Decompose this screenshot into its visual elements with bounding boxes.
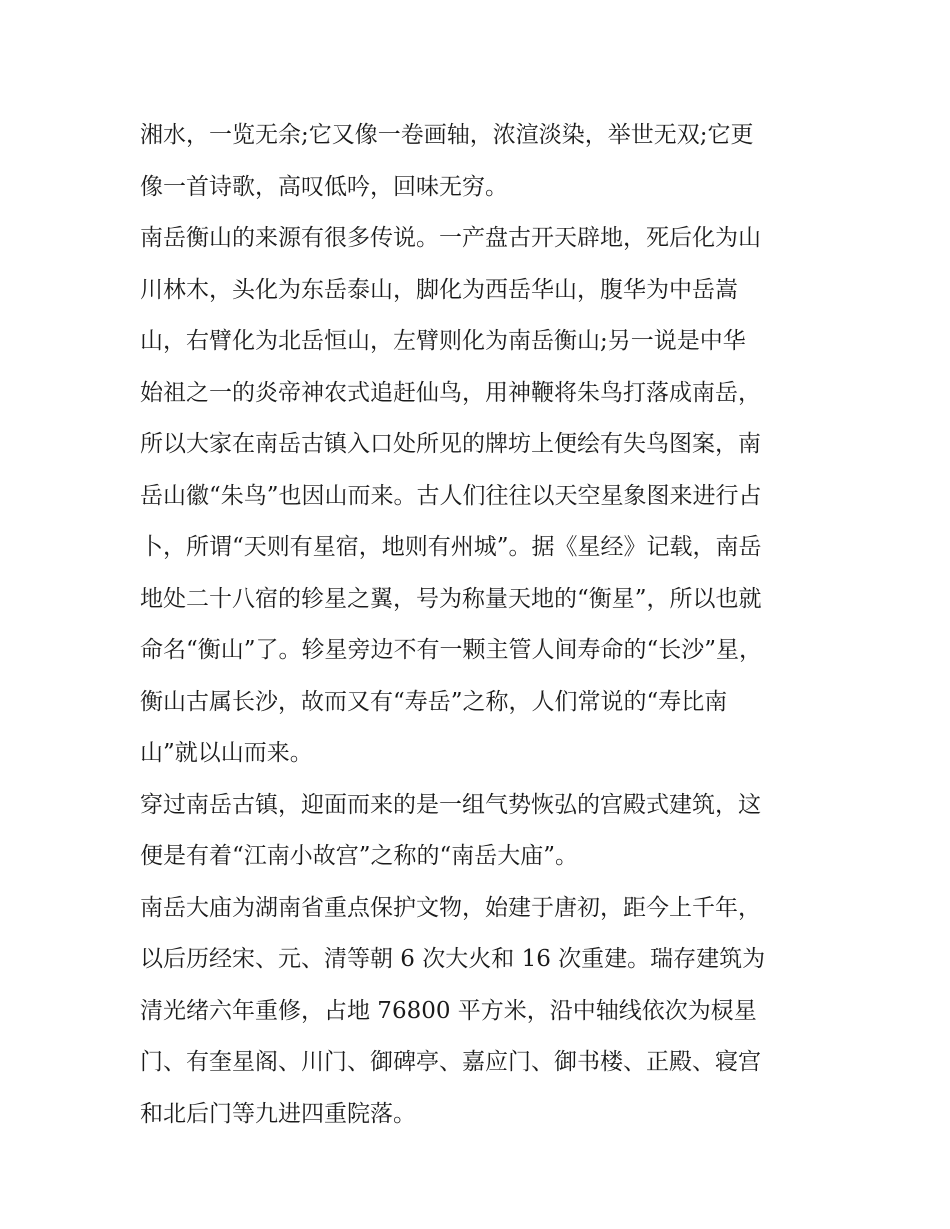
- text-line: 卜，所谓“天则有星宿，地则有州城”。据《星经》记载，南岳: [140, 534, 762, 560]
- text-line: 像一首诗歌，高叹低吟，回味无穷。: [140, 173, 508, 200]
- text-line: 和北后门等九进四重院落。: [140, 1100, 416, 1127]
- text-line: 以后历经宋、元、清等朝 6 次大火和 16 次重建。瑞存建筑为: [140, 946, 766, 972]
- text-line: 始祖之一的炎帝神农式追赶仙鸟，用神鞭将朱鸟打落成南岳，: [140, 379, 761, 406]
- text-line: 所以大家在南岳古镇入口处所见的牌坊上便绘有失鸟图案，南: [140, 431, 761, 457]
- text-line: 衡山古属长沙，故而又有“寿岳”之称，人们常说的“寿比南: [140, 688, 728, 715]
- text-line: 地处二十八宿的轸星之翼，号为称量天地的“衡星”，所以也就: [140, 585, 762, 612]
- text-line: 南岳大庙为湖南省重点保护文物，始建于唐初，距今上千年，: [140, 894, 761, 921]
- text-line: 南岳衡山的来源有很多传说。一产盘古开天辟地，死后化为山: [140, 225, 761, 251]
- text-line: 山”就以山而来。: [140, 740, 313, 766]
- text-line: 便是有着“江南小故宫”之称的“南岳大庙”。: [140, 843, 579, 869]
- text-line: 门、有奎星阁、川门、御碑亭、嘉应门、御书楼、正殿、寝宫: [140, 1049, 761, 1075]
- text-line: 山，右臂化为北岳恒山，左臂则化为南岳衡山;另一说是中华: [140, 328, 746, 354]
- text-line: 岳山徽“朱鸟”也因山而来。古人们往往以天空星象图来进行占: [140, 482, 762, 509]
- text-line: 湘水，一览无余;它又像一卷画轴，浓渲淡染，举世无双;它更: [140, 122, 754, 148]
- text-line: 命名“衡山”了。轸星旁边不有一颗主管人间寿命的“长沙”星，: [140, 637, 763, 663]
- text-line: 穿过南岳古镇，迎面而来的是一组气势恢弘的宫殿式建筑，这: [140, 791, 761, 818]
- text-line: 清光绪六年重修，占地 76800 平方米，沿中轴线依次为棂星: [140, 997, 757, 1024]
- text-line: 川林木，头化为东岳泰山，脚化为西岳华山，腹华为中岳嵩: [140, 276, 738, 303]
- body-text: [140, 110, 820, 1140]
